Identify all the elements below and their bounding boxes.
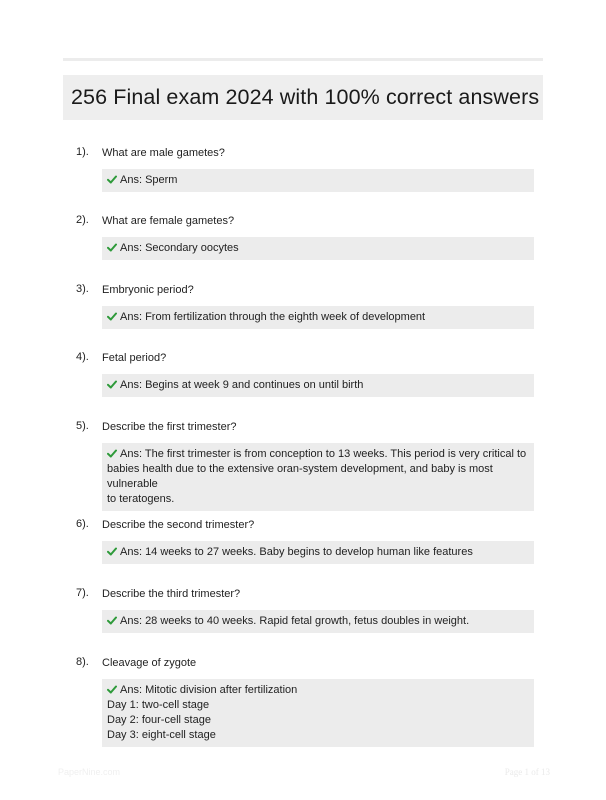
question-number: 5). [76, 420, 89, 432]
answer-text: Ans: Sperm [120, 174, 178, 186]
answer-box [102, 374, 534, 397]
answer-line [107, 462, 529, 492]
answer-line [107, 492, 529, 507]
question-number: 4). [76, 351, 89, 363]
question-text: Embryonic period? [102, 284, 194, 296]
answer-text: Ans: Begins at week 9 and continues on until birth [120, 379, 364, 391]
answer-line [107, 728, 529, 743]
check-icon [107, 175, 117, 184]
answer-line [107, 545, 529, 560]
title-banner [63, 75, 543, 120]
answer-text: Ans: 14 weeks to 27 weeks. Baby begins to develop human like features [120, 546, 473, 558]
question-number: 6). [76, 518, 89, 530]
check-icon [107, 243, 117, 252]
page-title: 256 Final exam 2024 with 100% correct answers [71, 85, 540, 109]
answer-text: Day 3: eight-cell stage [107, 729, 216, 741]
answer-line [107, 241, 529, 256]
answer-text: Ans: Mitotic division after fertilization [120, 684, 298, 696]
answer-text: to teratogens. [107, 493, 175, 505]
answer-line [107, 683, 529, 698]
answer-line [107, 447, 529, 462]
footer-page-number: Page 1 of 13 [504, 767, 550, 777]
answer-box [102, 169, 534, 192]
answer-line [107, 698, 529, 713]
question-number: 8). [76, 656, 89, 668]
answer-box [102, 679, 534, 747]
question-text: Cleavage of zygote [102, 657, 197, 669]
answer-text: Day 1: two-cell stage [107, 699, 210, 711]
question-number: 7). [76, 587, 89, 599]
answer-text: Ans: Secondary oocytes [120, 242, 239, 254]
answer-text: Ans: 28 weeks to 40 weeks. Rapid fetal growth, fetus doubles in weight. [120, 615, 470, 627]
answer-box [102, 443, 534, 511]
check-icon [107, 312, 117, 321]
footer-site: PaperNine.com [58, 767, 121, 777]
question-text: Describe the second trimester? [102, 519, 255, 531]
check-icon [107, 449, 117, 458]
answer-text: Day 2: four-cell stage [107, 714, 211, 726]
check-icon [107, 685, 117, 694]
check-icon [107, 616, 117, 625]
answer-line [107, 173, 529, 188]
question-text: Describe the first trimester? [102, 421, 237, 433]
answer-line [107, 378, 529, 393]
answer-text: babies health due to the extensive oran-system development, and baby is most vulnerable [107, 463, 493, 490]
question-number: 3). [76, 283, 89, 295]
answer-box [102, 610, 534, 633]
answer-text: Ans: From fertilization through the eighth week of development [120, 311, 426, 323]
question-text: Fetal period? [102, 352, 167, 364]
top-rule [63, 58, 543, 61]
answer-box [102, 237, 534, 260]
question-number: 2). [76, 214, 89, 226]
answer-box [102, 306, 534, 329]
check-icon [107, 380, 117, 389]
question-text: What are male gametes? [102, 147, 225, 159]
check-icon [107, 547, 117, 556]
answer-text: Ans: The first trimester is from conception to 13 weeks. This period is very critical to [120, 448, 527, 460]
question-text: Describe the third trimester? [102, 588, 241, 600]
answer-line [107, 614, 529, 629]
answer-line [107, 310, 529, 325]
answer-line [107, 713, 529, 728]
question-number: 1). [76, 146, 89, 158]
question-text: What are female gametes? [102, 215, 235, 227]
answer-box [102, 541, 534, 564]
